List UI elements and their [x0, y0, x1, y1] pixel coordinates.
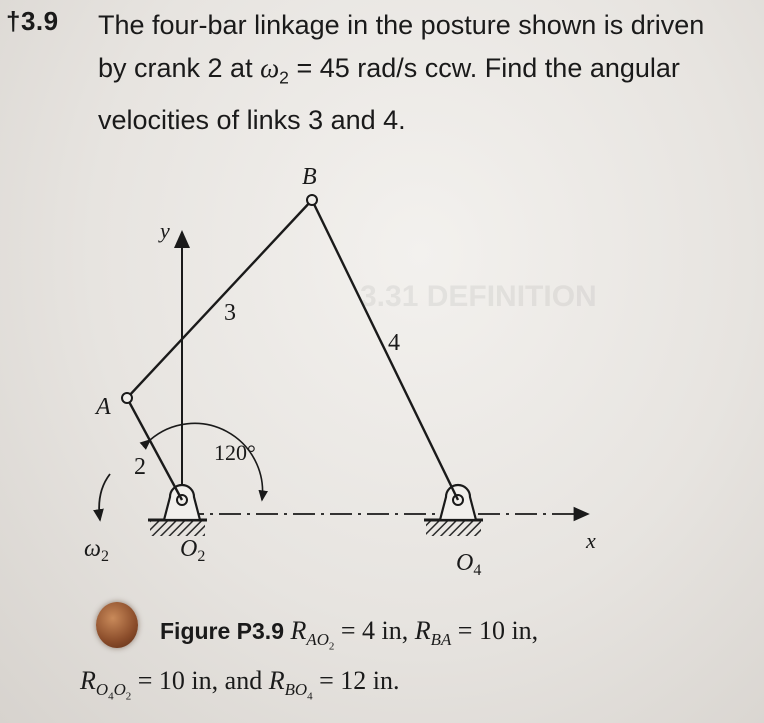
- x-axis-label: x: [586, 528, 596, 553]
- label-link-4: 4: [388, 330, 400, 356]
- r-bo4-sub: BO4: [284, 680, 313, 703]
- r-ao2-sub: AO2: [306, 630, 335, 653]
- joint-a: [122, 393, 132, 403]
- r-o4o2-value: = 10 in, and: [131, 666, 269, 695]
- label-o4: $O_4$: [456, 550, 482, 579]
- label-link-2: 2: [134, 454, 146, 480]
- problem-line-1: The four-bar linkage in the posture shown is driven: [98, 10, 705, 40]
- y-axis-label: y: [160, 218, 170, 243]
- r-bo4-value: = 12 in.: [312, 666, 400, 695]
- figure-caption-line-1: [160, 616, 538, 653]
- joint-b: [307, 195, 317, 205]
- r-ba-sub: BA: [430, 630, 452, 650]
- r-o4o2-sub: O4O2: [95, 680, 132, 703]
- problem-line-2-end: = 45 rad/s ccw. Find the angular: [288, 53, 680, 83]
- omega-subscript: 2: [279, 67, 289, 88]
- label-link-3: 3: [224, 300, 236, 326]
- omega2-label: $\omega_2$: [84, 536, 109, 565]
- label-b: B: [302, 164, 317, 190]
- r-bo4-symbol: R: [268, 666, 285, 695]
- problem-number: †3.9: [6, 6, 59, 36]
- figure-caption-line-2: [80, 666, 399, 703]
- problem-line-2-start: by crank 2 at: [98, 53, 261, 83]
- r-ao2-symbol: R: [290, 616, 307, 645]
- r-ba-value: = 10 in,: [451, 616, 539, 645]
- link-2-crank: [127, 398, 182, 500]
- r-ba-symbol: R: [414, 616, 431, 645]
- label-a: A: [96, 394, 111, 420]
- omega2-arrow: [99, 474, 110, 520]
- problem-line-3: velocities of links 3 and 4.: [98, 105, 406, 136]
- omega-symbol: ω: [260, 53, 280, 83]
- r-ao2-value: = 4 in,: [334, 616, 415, 645]
- link-4-rocker: [312, 200, 458, 500]
- label-o2: $O_2$: [180, 536, 206, 565]
- r-o4o2-symbol: R: [80, 666, 96, 695]
- finger-thumb: [96, 602, 138, 648]
- link-3-coupler: [127, 200, 312, 398]
- background-bleed-text: 3.31 DEFINITION: [360, 280, 597, 313]
- figure-label: Figure P3.9: [160, 618, 284, 644]
- angle-label: 120°: [214, 440, 256, 465]
